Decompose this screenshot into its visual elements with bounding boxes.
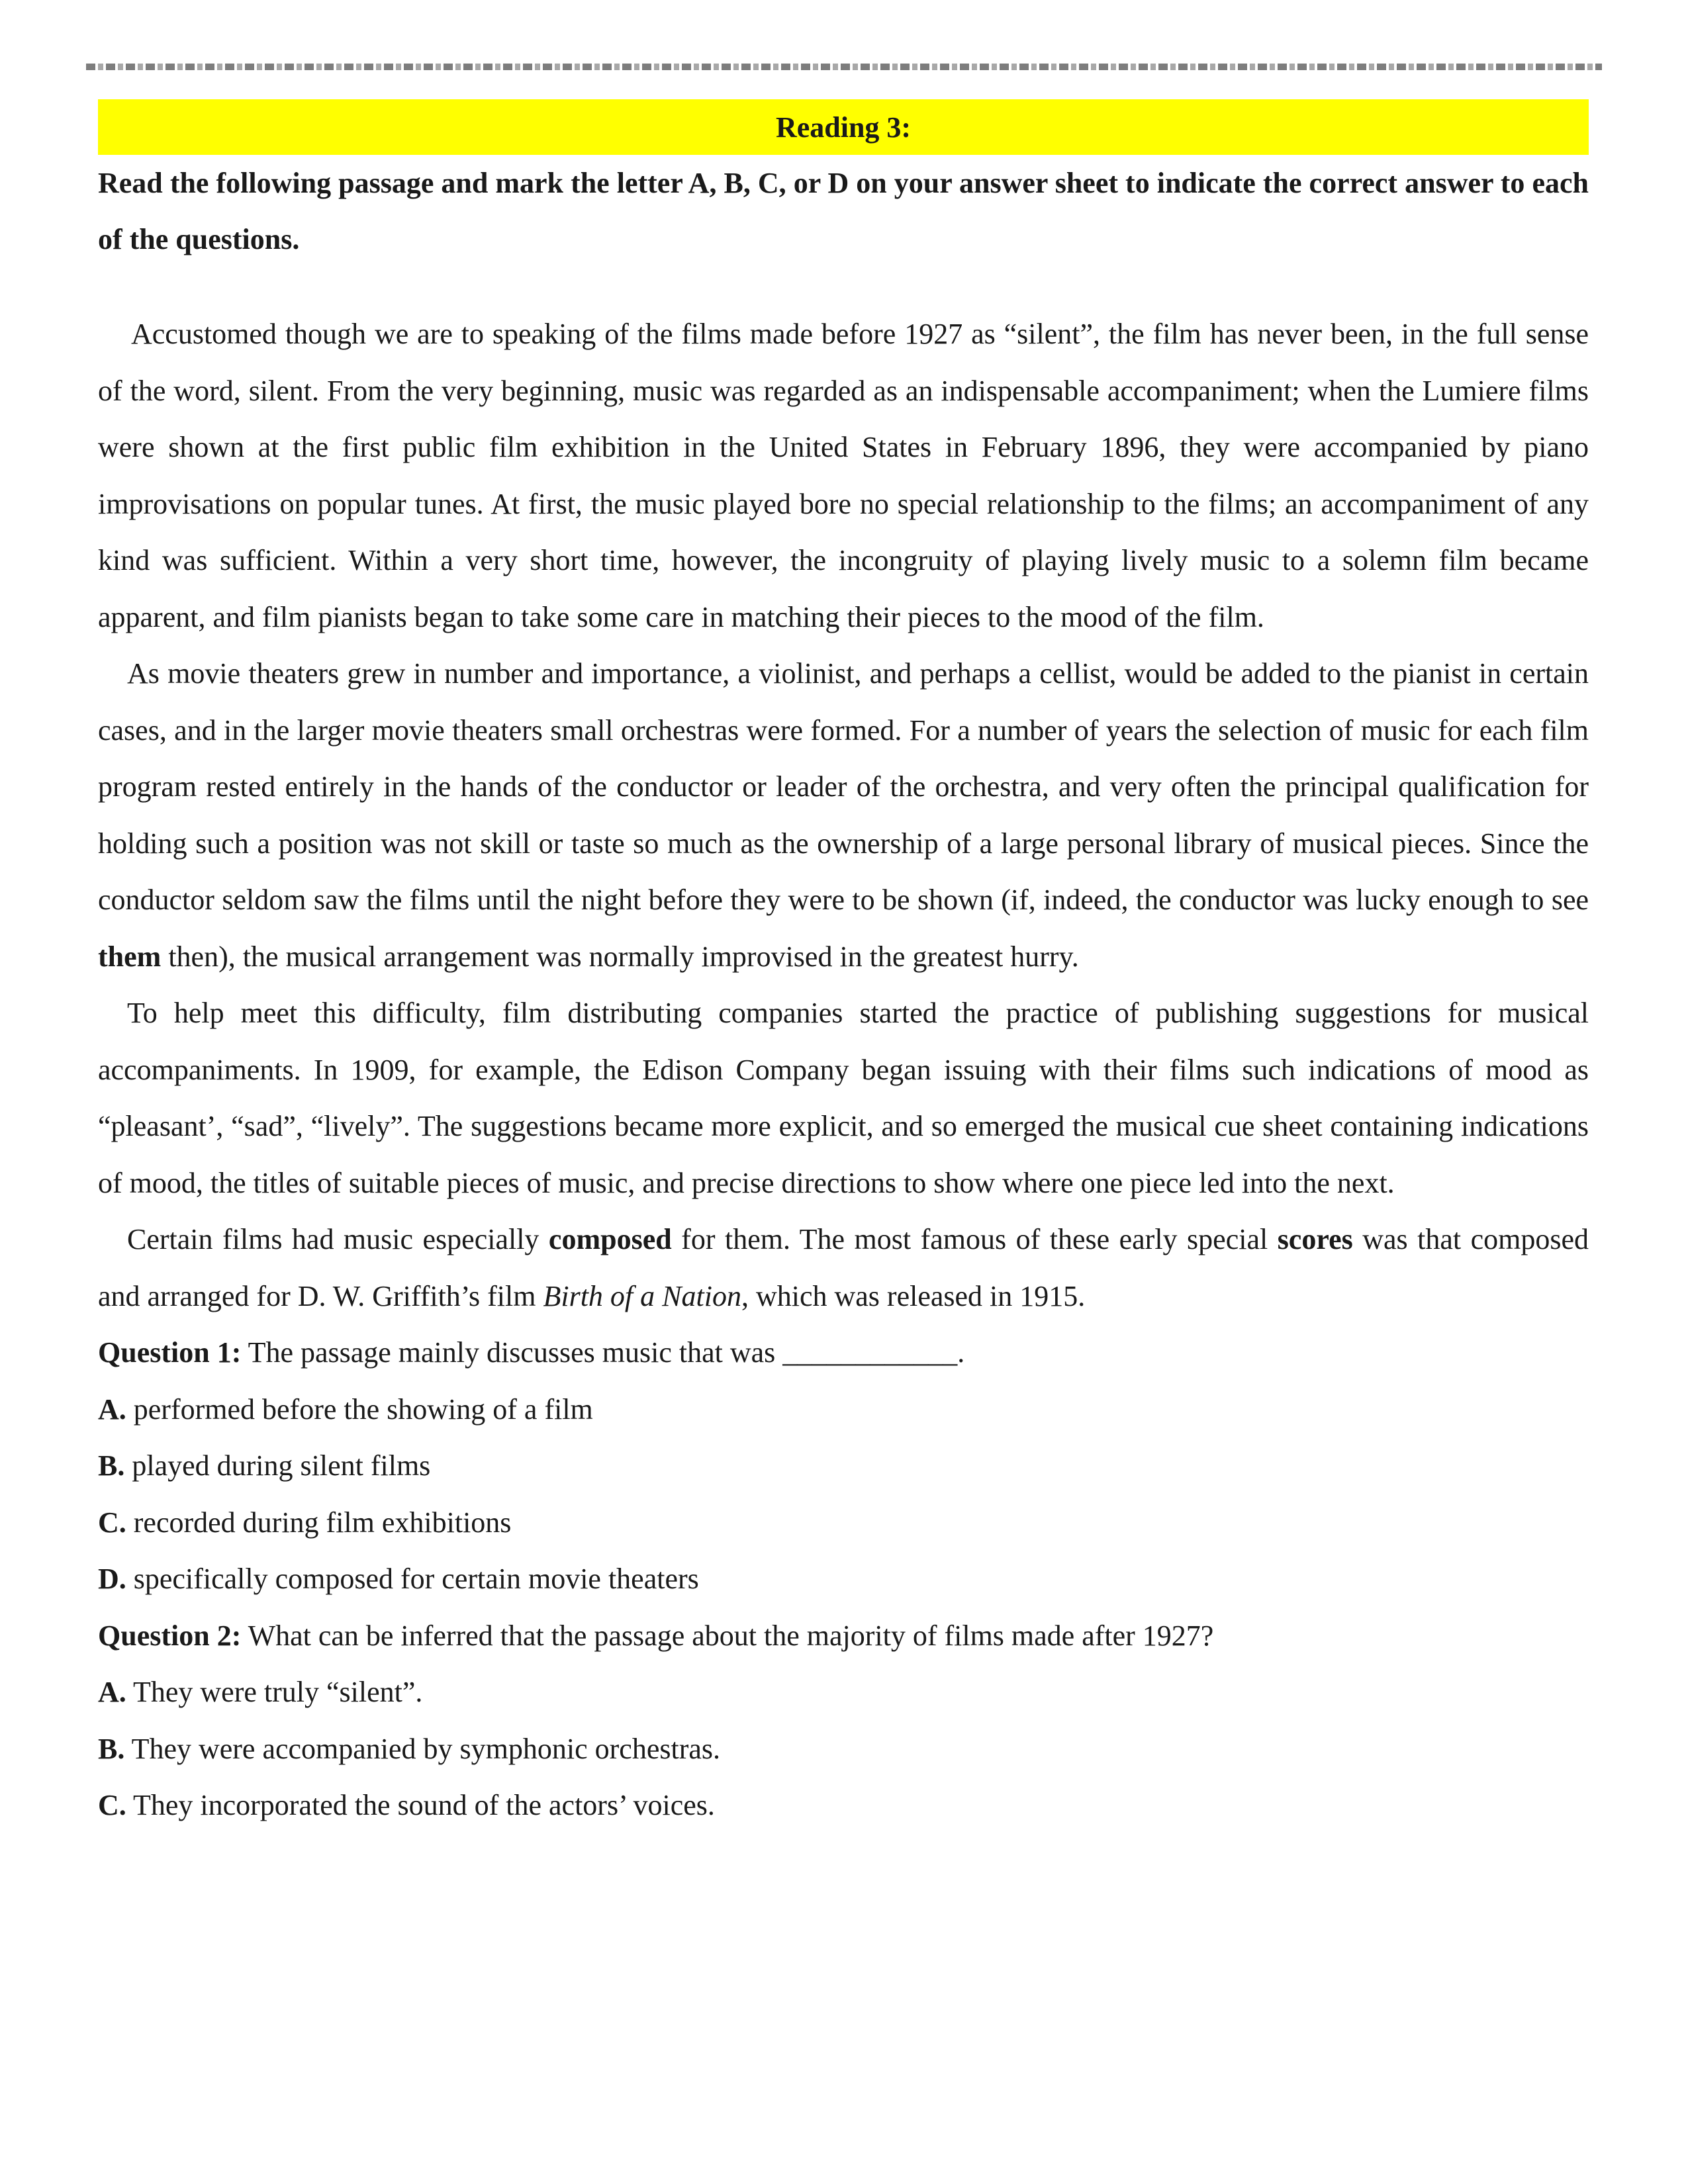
film-title: Birth of a Nation (543, 1279, 741, 1312)
question-2-option-a[interactable]: A. They were truly “silent”. (98, 1676, 423, 1708)
highlight-word-composed: composed (548, 1223, 672, 1255)
passage-paragraph-3: To help meet this difficulty, film distributing companies started the practice of publishing suggestions for musical accompaniments. In 1909, for example, the Edison Company began issuing with their films such indications of mood as “pleasant’, “sad”, “lively”. The suggestions became more explicit, and so emerged the musical cue sheet containing indications of mood, the titles of suitable pieces of music, and precise directions to show where one piece led into the next. (98, 997, 1589, 1199)
question-1-option-b[interactable]: B. played during silent films (98, 1449, 431, 1482)
passage-paragraph-2: As movie theaters grew in number and importance, a violinist, and perhaps a cellist, would be added to the pianist in certain cases, and in the larger movie theaters small orchestras were formed. For a number of years the selection of music for each film program rested entirely in the hands of the conductor or leader of the orchestra, and very often the principal qualification for holding such a position was not skill or taste so much as the ownership of a large personal library of musical pieces. Since the conductor seldom saw the films until the night before they were to be shown (if, indeed, the conductor was lucky enough to see them then), the musical arrangement was normally improvised in the greatest hurry. (98, 657, 1589, 973)
passage-paragraph-4: Certain films had music especially composed for them. The most famous of these early special scores was that composed and arranged for D. W. Griffith’s film Birth of a Nation, which was released in 1915. (98, 1223, 1589, 1312)
highlight-word-scores: scores (1277, 1223, 1353, 1255)
document-body (98, 99, 1589, 1834)
passage-paragraph-1: Accustomed though we are to speaking of the films made before 1927 as “silent”, the film has never been, in the full sense of the word, silent. From the very beginning, music was regarded as an indispensable accompaniment; when the Lumiere films were shown at the first public film exhibition in the United States in February 1896, they were accompanied by piano improvisations on popular tunes. At first, the music played bore no special relationship to the films; an accompaniment of any kind was sufficient. Within a very short time, however, the incongruity of playing lively music to a solemn film became apparent, and film pianists began to take some care in matching their pieces to the mood of the film. (98, 318, 1589, 633)
section-title: Reading 3: (98, 99, 1589, 155)
question-1-option-d[interactable]: D. specifically composed for certain movie theaters (98, 1563, 699, 1595)
highlight-word-them: them (98, 940, 162, 973)
top-divider (86, 64, 1602, 70)
question-2: Question 2: What can be inferred that the passage about the majority of films made after 1927? (98, 1619, 1214, 1652)
question-1-option-c[interactable]: C. recorded during film exhibitions (98, 1506, 512, 1539)
question-2-option-b[interactable]: B. They were accompanied by symphonic orchestras. (98, 1732, 721, 1765)
question-1: Question 1: The passage mainly discusses music that was ____________. (98, 1336, 965, 1369)
instructions: Read the following passage and mark the letter A, B, C, or D on your answer sheet to indicate the correct answer to each of the questions. (98, 167, 1589, 255)
question-1-option-a[interactable]: A. performed before the showing of a film (98, 1392, 593, 1426)
question-2-option-c[interactable]: C. They incorporated the sound of the actors’ voices. (98, 1789, 715, 1821)
